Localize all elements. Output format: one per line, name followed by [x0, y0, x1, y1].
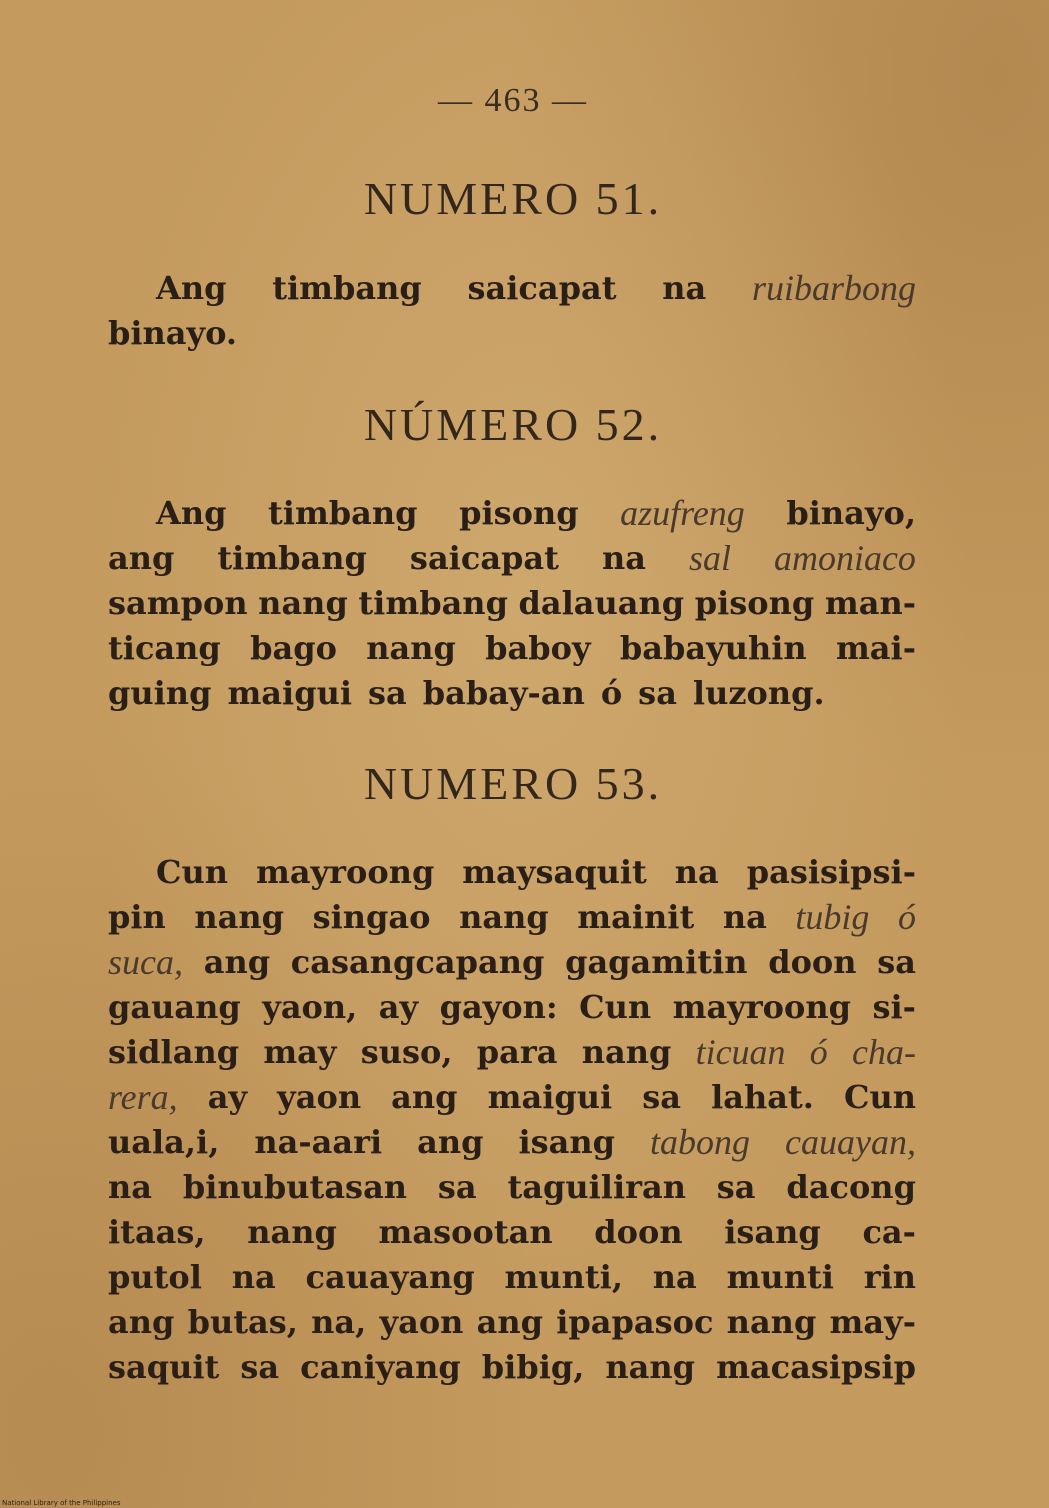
text-line — [108, 536, 916, 581]
word: ang — [417, 1123, 484, 1161]
word: nang — [726, 1303, 817, 1341]
text-line — [108, 940, 916, 985]
word: sa — [437, 1168, 477, 1206]
word: macasipsip — [716, 1348, 916, 1386]
word: sampon — [108, 584, 248, 622]
word: bibig, — [481, 1348, 585, 1386]
section-paragraph-51 — [108, 266, 916, 356]
word: may — [263, 1033, 337, 1071]
word: munti — [726, 1258, 834, 1296]
word: cauayang — [305, 1258, 475, 1296]
word: saicapat — [409, 539, 559, 577]
word: munti, — [504, 1258, 623, 1296]
word: na — [674, 853, 719, 891]
word: Ang — [156, 269, 227, 307]
word: rin — [863, 1258, 916, 1296]
word: itaas, — [108, 1213, 206, 1251]
word: maysaquit — [462, 853, 647, 891]
word: na — [231, 1258, 276, 1296]
word: pisong — [459, 494, 579, 532]
word: yaon — [277, 1078, 362, 1116]
word: yaon — [379, 1303, 464, 1341]
word: casangcapang — [290, 943, 545, 981]
word: caniyang — [300, 1348, 461, 1386]
word: suso, — [360, 1033, 453, 1071]
word: nang — [194, 898, 285, 936]
word: sa — [638, 674, 677, 712]
word: saquit — [108, 1348, 220, 1386]
word: putol — [108, 1258, 202, 1296]
word: pin — [108, 898, 166, 936]
italic-word: sal — [688, 538, 731, 578]
word: saicapat — [467, 269, 617, 307]
text-line — [108, 1345, 916, 1390]
word: dacong — [786, 1168, 916, 1206]
section-paragraph-53 — [108, 850, 916, 1390]
word: isang — [724, 1213, 821, 1251]
word: sa — [642, 1078, 681, 1116]
word: mayroong — [255, 853, 435, 891]
section-heading-51: NUMERO 51. — [363, 173, 663, 224]
word: masootan — [378, 1213, 553, 1251]
text-line — [108, 1120, 916, 1165]
word: na — [601, 539, 646, 577]
italic-word: tubig — [795, 897, 870, 937]
text-line — [108, 1030, 916, 1075]
text-line — [108, 671, 916, 716]
text-line — [108, 311, 916, 356]
word: ang — [108, 1303, 175, 1341]
word: butas, — [187, 1303, 298, 1341]
text-line — [108, 1165, 916, 1210]
italic-word: ticuan — [695, 1032, 786, 1072]
word: doon — [768, 943, 857, 981]
word: ay — [378, 988, 419, 1026]
word: taguiliran — [507, 1168, 686, 1206]
word: si- — [872, 988, 916, 1026]
word: na-aari — [254, 1123, 383, 1161]
italic-word: cha- — [852, 1032, 916, 1072]
word: para — [476, 1033, 558, 1071]
word: timbang — [217, 539, 367, 577]
word: nang — [258, 584, 348, 622]
text-line — [108, 985, 916, 1030]
word: timbang — [268, 494, 418, 532]
word: timbang — [272, 269, 422, 307]
word: gayon: — [439, 988, 558, 1026]
word: na — [722, 898, 767, 936]
word: Cun — [156, 853, 228, 891]
word: nang — [581, 1033, 672, 1071]
word: sa — [716, 1168, 756, 1206]
text-line — [108, 1300, 916, 1345]
italic-word: suca, — [108, 942, 183, 982]
word: sa — [240, 1348, 280, 1386]
word: ang — [476, 1303, 544, 1341]
word: babay-an — [422, 674, 585, 712]
word: gauang — [108, 988, 241, 1026]
word: mayroong — [672, 988, 851, 1026]
word: baboy — [485, 629, 591, 667]
library-credit: National Library of the Philippines — [2, 1499, 121, 1507]
word: binayo. — [108, 314, 238, 352]
text-line — [108, 626, 916, 671]
italic-word: cauayan, — [785, 1122, 916, 1162]
text-line — [108, 491, 916, 536]
word: isang — [518, 1123, 616, 1161]
word: luzong. — [692, 674, 825, 712]
word: Cun — [579, 988, 652, 1026]
word: uala,i, — [108, 1123, 220, 1161]
word: maigui — [487, 1078, 613, 1116]
word: ticang — [108, 629, 221, 667]
word: yaon, — [262, 988, 358, 1026]
word: binubutasan — [182, 1168, 408, 1206]
word: sidlang — [108, 1033, 240, 1071]
word: guing — [108, 674, 212, 712]
word: ipapasoc — [556, 1303, 714, 1341]
text-line — [108, 895, 916, 940]
word: binayo, — [786, 494, 916, 532]
word: ó — [600, 674, 623, 712]
italic-word: azufreng — [620, 493, 745, 533]
italic-word: ó — [897, 897, 916, 937]
word: Cun — [843, 1078, 916, 1116]
italic-word: ó — [809, 1032, 828, 1072]
italic-word: ruibarbong — [751, 268, 916, 308]
italic-word: rera, — [108, 1077, 178, 1117]
word: may- — [829, 1303, 916, 1341]
word: na — [662, 269, 707, 307]
word: singao — [312, 898, 431, 936]
text-line — [108, 1210, 916, 1255]
text-line — [108, 581, 916, 626]
word: lahat. — [711, 1078, 814, 1116]
word: nang — [605, 1348, 696, 1386]
word: nang — [459, 898, 549, 936]
word: mai- — [835, 629, 916, 667]
word: ay — [207, 1078, 248, 1116]
italic-word: amoniaco — [773, 538, 916, 578]
word: sa — [877, 943, 916, 981]
word: doon — [594, 1213, 683, 1251]
word: ang — [391, 1078, 458, 1116]
section-heading-52: NÚMERO 52. — [363, 399, 663, 450]
word: pasisipsi- — [746, 853, 916, 891]
word: na — [108, 1168, 152, 1206]
word: bago — [250, 629, 337, 667]
word: na — [652, 1258, 697, 1296]
word: mainit — [577, 898, 695, 936]
word: na, — [311, 1303, 367, 1341]
word: ang — [108, 539, 175, 577]
word: ca- — [862, 1213, 916, 1251]
word: dalauang — [518, 584, 685, 622]
word: pisong — [694, 584, 815, 622]
word: nang — [247, 1213, 337, 1251]
page-number: — 463 — — [438, 82, 588, 119]
word: babayuhin — [619, 629, 807, 667]
word: maigui — [227, 674, 352, 712]
word: timbang — [358, 584, 508, 622]
word: man- — [824, 584, 916, 622]
word: nang — [366, 629, 456, 667]
italic-word: tabong — [650, 1122, 751, 1162]
text-line — [108, 850, 916, 895]
word: Ang — [156, 494, 227, 532]
word: gagamitin — [565, 943, 748, 981]
section-paragraph-52 — [108, 491, 916, 716]
section-heading-53: NUMERO 53. — [363, 758, 663, 809]
text-line — [108, 1255, 916, 1300]
text-line — [108, 1075, 916, 1120]
word: ang — [203, 943, 271, 981]
word: sa — [367, 674, 407, 712]
text-line — [108, 266, 916, 311]
